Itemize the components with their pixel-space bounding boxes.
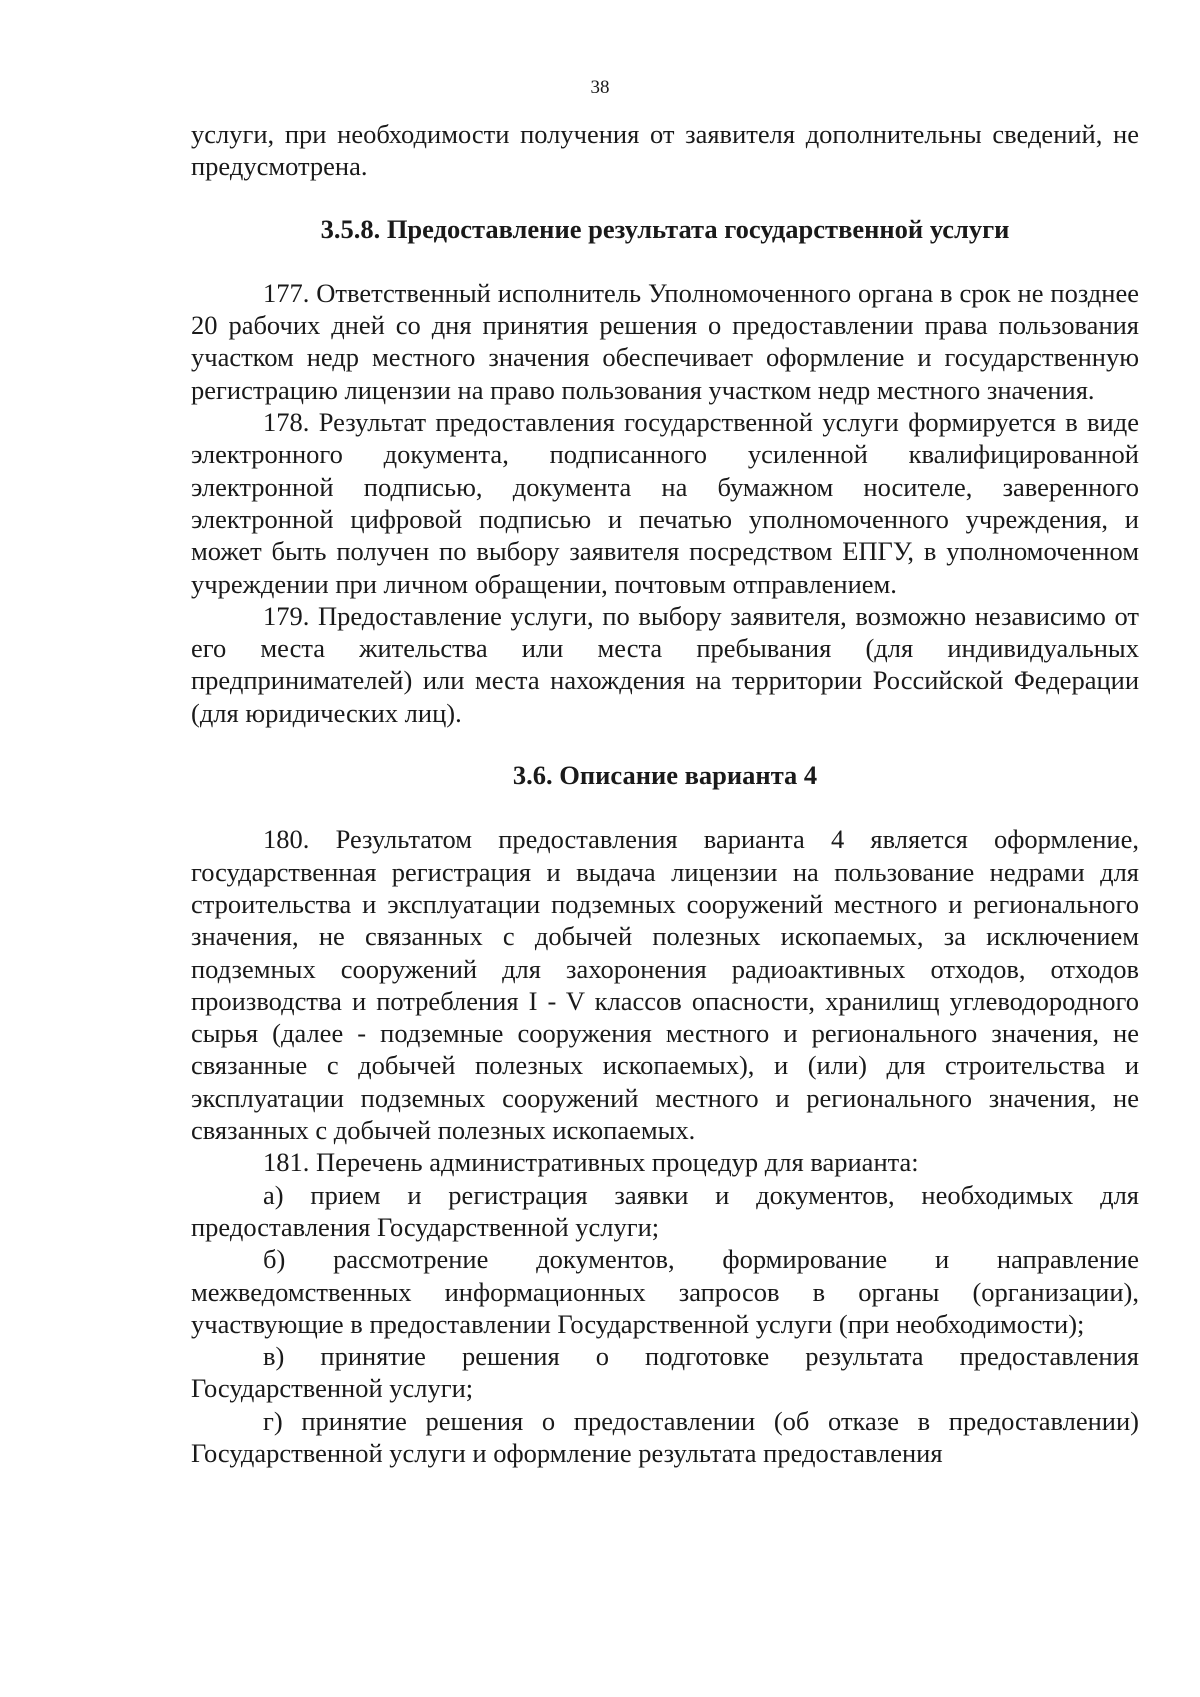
section-heading-3-6: 3.6. Описание варианта 4: [512, 760, 818, 791]
section-heading-3-5-8: 3.5.8. Предоставление результата государственной услуги: [320, 213, 1010, 244]
list-item-g: г) принятие решения о предоставлении (об отказе в предоставлении) Государственной услуги и оформление результата предоставления: [191, 1405, 1139, 1468]
paragraph-177: 177. Ответственный исполнитель Уполномоченного органа в срок не позднее 20 рабочих дней со дня принятия решения о предоставлении права пользования участком недр местного значения обеспечивает оформление и государственную регистрацию лицензии на право пользования участком недр местного значения.: [191, 277, 1139, 405]
paragraph-continued: услуги, при необходимости получения от заявителя дополнительны сведений, не предусмотрена.: [191, 119, 1139, 182]
page-number: 38: [590, 77, 610, 98]
paragraph-179: 179. Предоставление услуги, по выбору заявителя, возможно независимо от его места жительства или места пребывания (для индивидуальных предпринимателей) или места нахождения на территории Российской Федерации (для юридических лиц).: [191, 600, 1139, 728]
paragraph-181: 181. Перечень административных процедур для варианта:: [263, 1147, 919, 1178]
list-item-v: в) принятие решения о подготовке результата предоставления Государственной услуги;: [191, 1341, 1139, 1404]
paragraph-178: 178. Результат предоставления государственной услуги формируется в виде электронного документа, подписанного усиленной квалифицированной электронной подписью, документа на бумажном носителе, заверенного электронной цифровой подписью и печатью уполномоченного учреждения, и может быть получен по выбору заявителя посредством ЕПГУ, в уполномоченном учреждении при личном обращении, почтовым отправлением.: [191, 407, 1139, 599]
document-body: [191, 118, 1139, 1469]
paragraph-180: 180. Результатом предоставления варианта 4 является оформление, государственная регистрация и выдача лицензии на пользование недрами для строительства и эксплуатации подземных сооружений местного и регионального значения, не связанных с добычей полезных ископаемых, за исключением подземных сооружений для захоронения радиоактивных отходов, отходов производства и потребления I - V классов опасности, хранилищ углеводородного сырья (далее - подземные сооружения местного и регионального значения, не связанные с добычей полезных ископаемых), и (или) для строительства и эксплуатации подземных сооружений местного и регионального значения, не связанных с добычей полезных ископаемых.: [191, 824, 1139, 1146]
list-item-b: б) рассмотрение документов, формирование и направление межведомственных информационных запросов в органы (организации), участвующие в предоставлении Государственной услуги (при необходимости);: [191, 1244, 1139, 1339]
list-item-a: а) прием и регистрация заявки и документов, необходимых для предоставления Государственной услуги;: [191, 1179, 1139, 1242]
